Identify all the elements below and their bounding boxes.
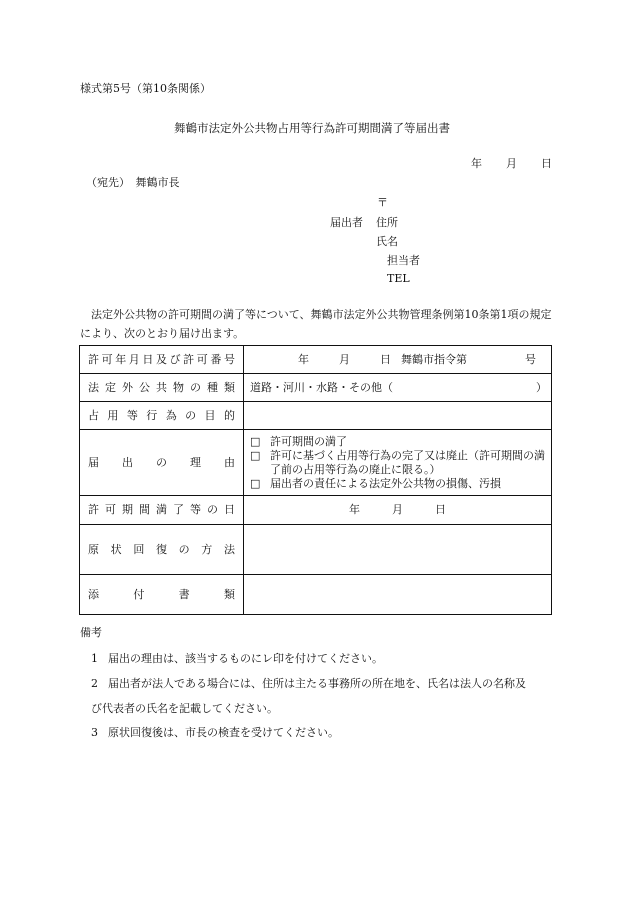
- public-property-type-label-text: 法 定 外 公 共 物 の 種 類: [88, 380, 235, 394]
- intro-text: 法定外公共物の許可期間の満了等について、舞鶴市法定外公共物管理条例第10条第1項の規定により、次のとおり届け出ます。: [80, 308, 552, 340]
- expiry-month: 月: [392, 503, 403, 516]
- permit-date-number-label: [80, 346, 244, 374]
- checkbox-icon[interactable]: □: [250, 449, 261, 462]
- postal-mark: 〒: [377, 196, 388, 209]
- note-text: 原状回復後は、市長の検査を受けてください。: [108, 726, 339, 739]
- document-title: 舞鶴市法定外公共物占用等行為許可期間満了等届出書: [174, 121, 450, 135]
- permit-year: 年: [298, 352, 309, 366]
- notification-reason-label-text: 届 出 の 理 由: [88, 455, 235, 469]
- permit-number-suffix: 号: [525, 352, 536, 366]
- expiry-date-label: [80, 496, 244, 525]
- note-number: 2: [91, 677, 98, 690]
- form-number: 様式第5号（第10条関係）: [80, 82, 211, 95]
- notification-table: [79, 345, 552, 615]
- restoration-method-field[interactable]: [244, 525, 552, 575]
- attachments-field[interactable]: [244, 575, 552, 615]
- note-number: 3: [91, 726, 98, 739]
- reason-option-damage[interactable]: [250, 477, 545, 491]
- name-label: 氏名: [376, 235, 398, 248]
- permit-month: 月: [339, 352, 350, 366]
- attachments-label-text: 添 付 書 類: [88, 587, 235, 601]
- checkbox-icon[interactable]: □: [250, 435, 261, 448]
- expiry-year: 年: [349, 503, 360, 516]
- expiry-date-label-text: 許 可 期 間 満 了 等 の 日: [88, 503, 235, 516]
- addressee: （宛先） 舞鶴市長: [86, 176, 180, 189]
- tel-label: TEL: [387, 272, 410, 285]
- reason-option-label: 許可期間の満了: [270, 435, 347, 448]
- note-text: 届出者が法人である場合には、住所は主たる事務所の所在地を、氏名は法人の名称及: [108, 677, 526, 690]
- checkbox-icon[interactable]: □: [250, 477, 261, 490]
- date-month: 月: [506, 157, 517, 170]
- expiry-day: 日: [435, 503, 446, 516]
- date-year: 年: [471, 157, 482, 170]
- note-text: 届出の理由は、該当するものにレ印を付けてください。: [108, 652, 383, 665]
- occupancy-purpose-field[interactable]: [244, 402, 552, 430]
- attachments-label: [80, 575, 244, 615]
- permit-date-number-label-text: 許 可 年 月 日 及 び 許 可 番 号: [88, 352, 235, 366]
- reason-option-label: 届出者の責任による法定外公共物の損傷、汚損: [270, 477, 501, 490]
- occupancy-purpose-label-text: 占 用 等 行 為 の 目 的: [88, 408, 235, 422]
- public-property-type-options: 道路・河川・水路・その他（ ）: [250, 380, 547, 394]
- note-number: 1: [91, 652, 98, 665]
- notification-reason-label: [80, 430, 244, 496]
- public-property-type-field[interactable]: [244, 374, 552, 402]
- permit-date-number-field[interactable]: [244, 346, 552, 374]
- reason-option-expiry[interactable]: [250, 435, 545, 449]
- reason-option-label: 許可に基づく占用等行為の完了又は廃止（許可期間の満了前の占用等行為の廃止に限る。）: [270, 449, 545, 476]
- restoration-method-label: [80, 525, 244, 575]
- public-property-type-label: [80, 374, 244, 402]
- notifier-label: 届出者: [330, 216, 363, 229]
- note-text-continued: び代表者の氏名を記載してください。: [91, 702, 278, 715]
- notification-reason-field: [244, 430, 552, 496]
- permit-day: 日: [380, 352, 391, 366]
- occupancy-purpose-label: [80, 402, 244, 430]
- contact-label: 担当者: [387, 254, 420, 267]
- address-label: 住所: [376, 216, 398, 229]
- notes-heading: 備考: [80, 626, 102, 639]
- date-day: 日: [541, 157, 552, 170]
- reason-option-completion[interactable]: [250, 449, 545, 477]
- permit-order-prefix: 舞鶴市指令第: [401, 352, 467, 366]
- expiry-date-field[interactable]: [244, 496, 552, 525]
- restoration-method-label-text: 原 状 回 復 の 方 法: [88, 542, 235, 556]
